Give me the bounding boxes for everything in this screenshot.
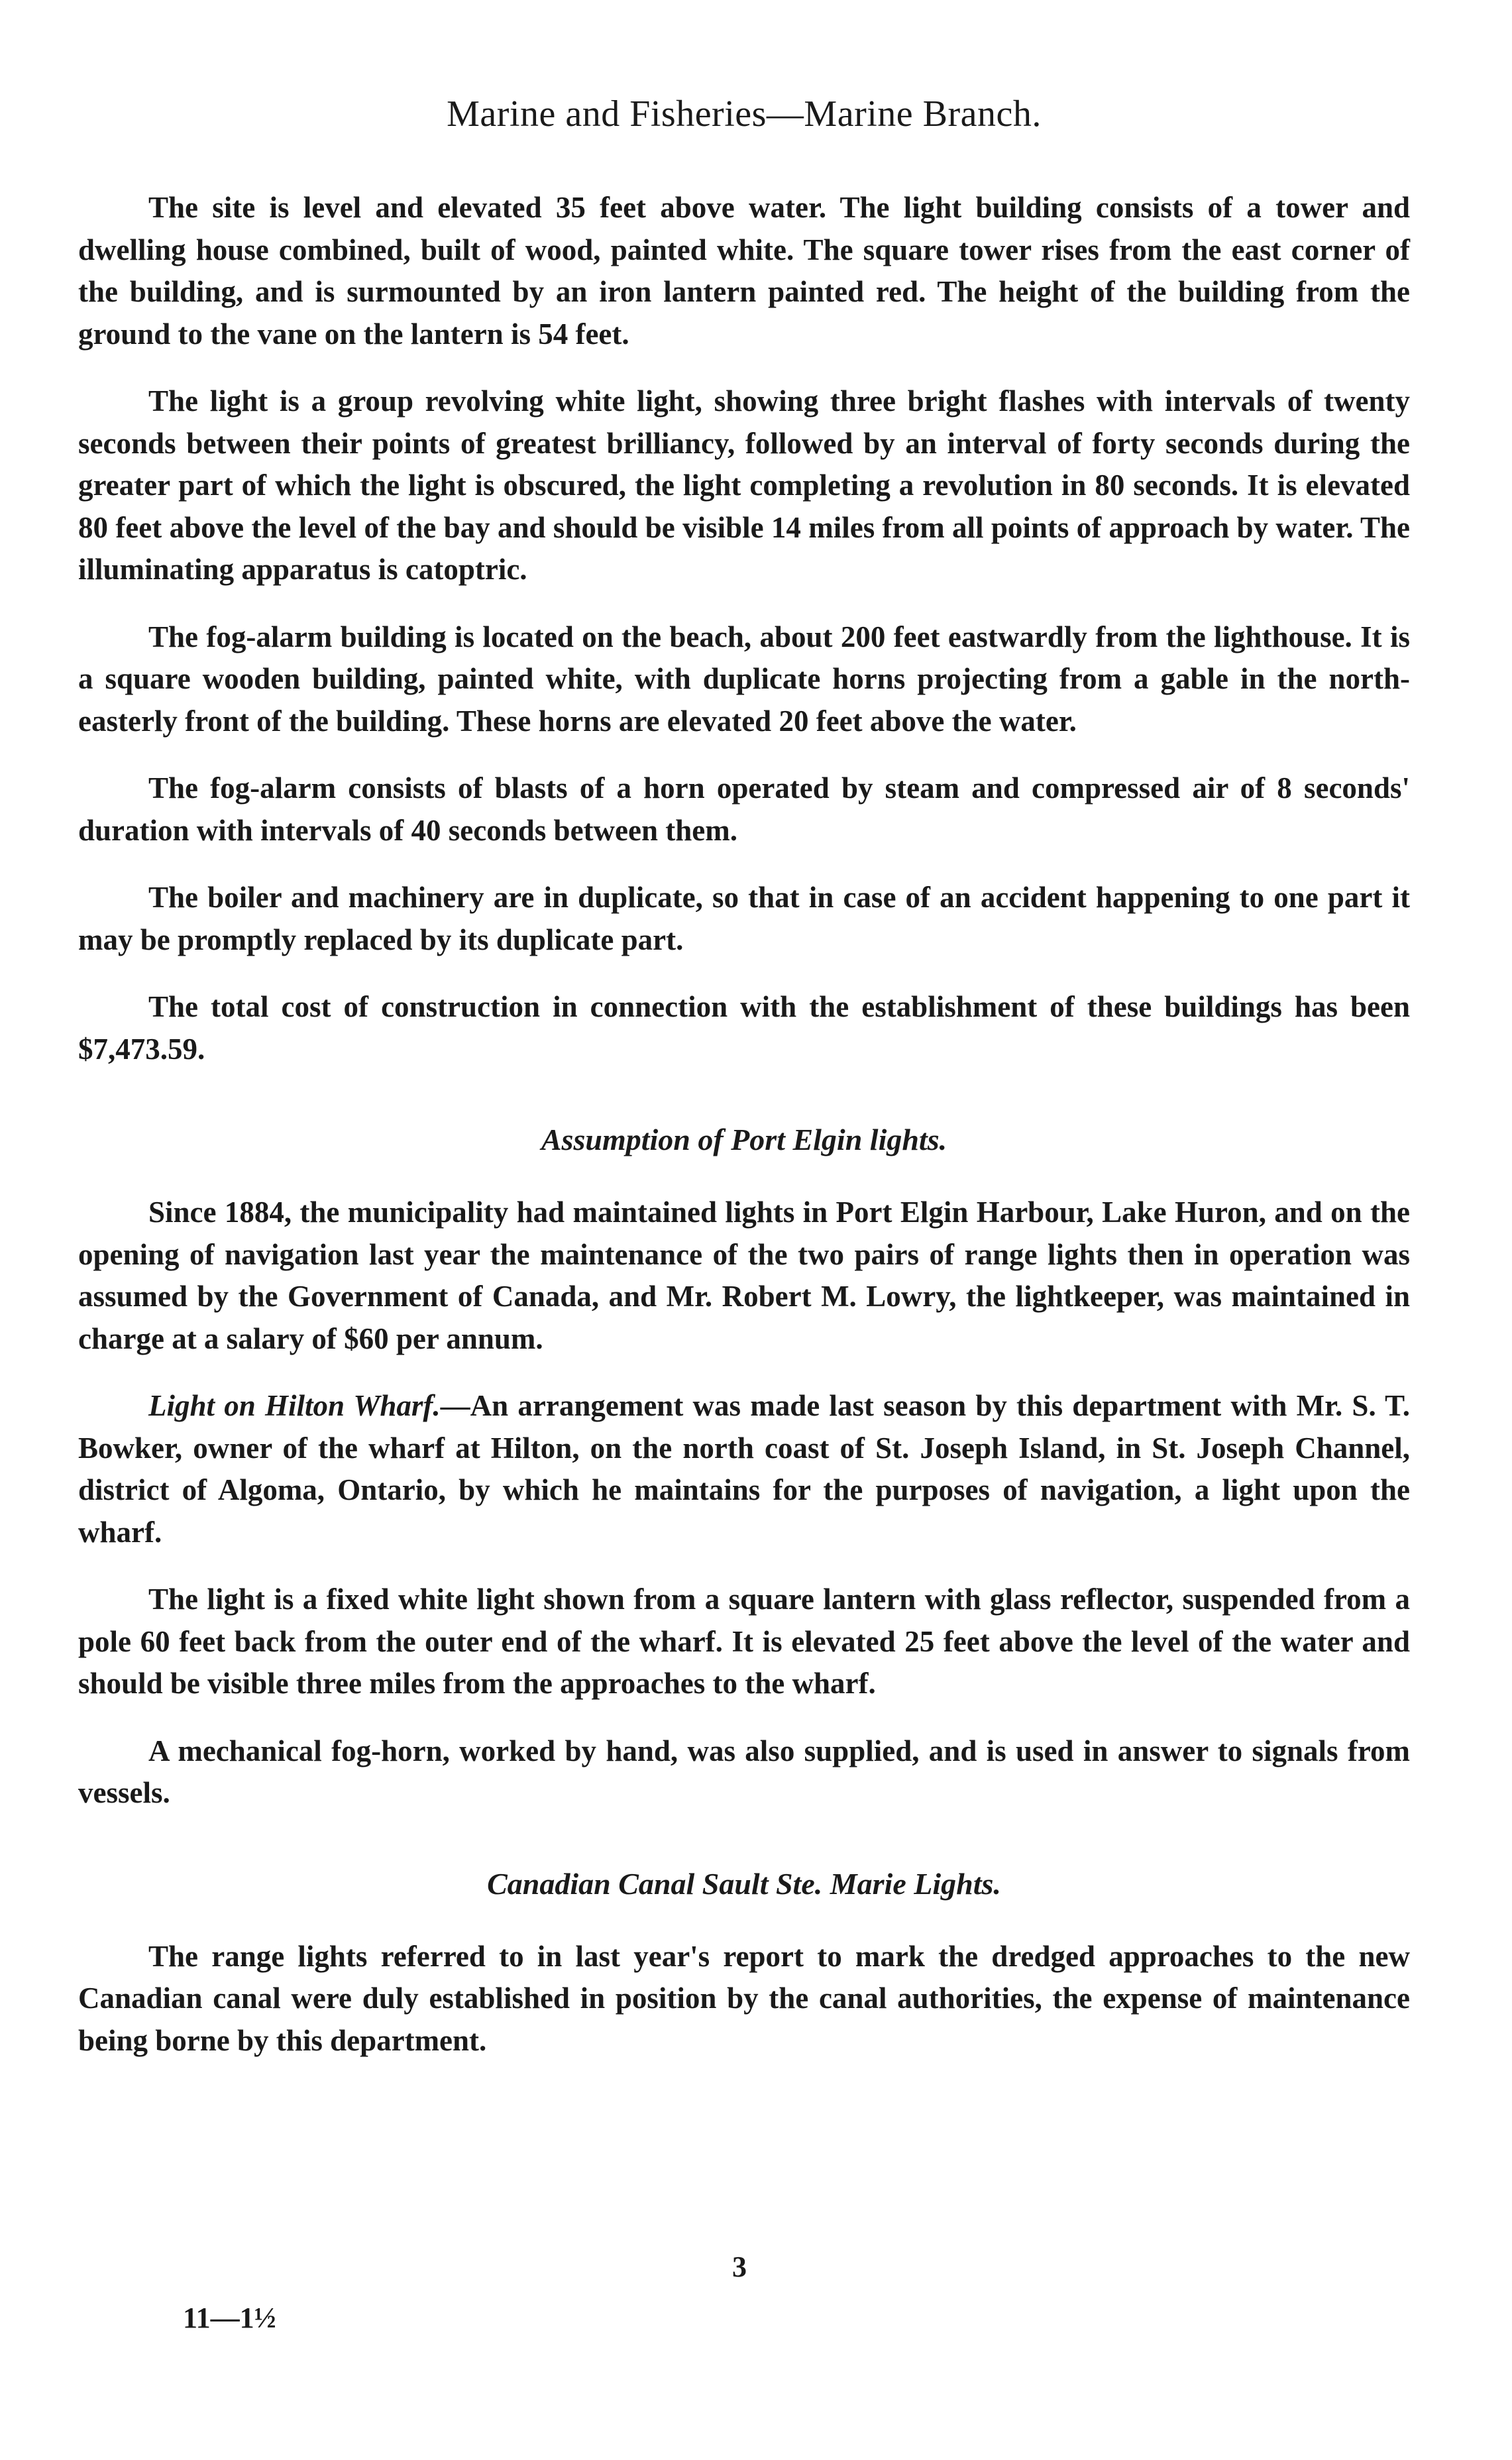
hilton-wharf-lead: Light on Hilton Wharf. [148,1389,441,1422]
section-heading-sault: Canadian Canal Sault Ste. Marie Lights. [487,1866,1001,1901]
paragraph-light-description: The light is a group revolving white light, showing three bright flashes with intervals of twenty seconds between their points of greatest brilliancy, followed by an interval of forty seconds during the greater part of which the light is obscured, the light completing a revolution in 80 seconds. It is elevated 80 feet above the level of the bay and should be visible 14 miles from all points of approach by water. The illuminating apparatus is catoptric. [78,384,1410,586]
paragraph-port-elgin: Since 1884, the municipality had maintained lights in Port Elgin Harbour, Lake Huron, and on the opening of navigation last year the maintenance of the two pairs of range lights then in operation was assumed by the Government of Canada, and Mr. Robert M. Lowry, the lightkeeper, was maintained in charge at a salary of $60 per annum. [78,1196,1410,1355]
paragraph-hilton-wharf [78,1385,1410,1553]
paragraph-fog-alarm: The fog-alarm consists of blasts of a horn operated by steam and compressed air of 8 seconds' duration with intervals of 40 seconds between them. [78,771,1410,847]
paragraph-total-cost: The total cost of construction in connection with the establishment of these buildings has been $7,473.59. [78,990,1410,1066]
hilton-wharf-text: —An arrangement was made last season by this department with Mr. S. T. Bowker, owner of the wharf at Hilton, on the north coast of St. Joseph Island, in St. Joseph Channel, district of Algoma, Ontario, by which he maintains for the purposes of navigation, a light upon the wharf. [78,1389,1411,1549]
paragraph-sault: The range lights referred to in last year's report to mark the dredged approaches to the new Canadian canal were duly established in position by the canal authorities, the expense of maintenance being borne by this department. [78,1939,1410,2057]
page-number: 3 [732,2251,747,2283]
paragraph-boiler: The boiler and machinery are in duplicate, so that in case of an accident happening to one part it may be promptly replaced by its duplicate part. [78,881,1410,956]
document-page [78,93,1410,2087]
paragraph-site: The site is level and elevated 35 feet above water. The light building consists of a tower and dwelling house combined, built of wood, painted white. The square tower rises from the east corner of the building, and is surmounted by an iron lantern painted red. The height of the building from the ground to the vane on the lantern is 54 feet. [78,191,1410,351]
paragraph-fog-alarm-building: The fog-alarm building is located on the beach, about 200 feet eastwardly from the lighthouse. It is a square wooden building, painted white, with duplicate horns projecting from a gable in the north-easterly front of the building. These horns are elevated 20 feet above the water. [78,620,1410,738]
section-heading-port-elgin: Assumption of Port Elgin lights. [541,1123,947,1156]
running-head: Marine and Fisheries—Marine Branch. [447,93,1042,135]
signature-mark: 11—1½ [183,2302,276,2334]
paragraph-hilton-light: The light is a fixed white light shown from a square lantern with glass reflector, suspended from a pole 60 feet back from the outer end of the wharf. It is elevated 25 feet above the level of the water and should be visible three miles from the approaches to the wharf. [78,1583,1410,1700]
paragraph-hilton-fog-horn: A mechanical fog-horn, worked by hand, was also supplied, and is used in answer to signals from vessels. [78,1734,1410,1809]
